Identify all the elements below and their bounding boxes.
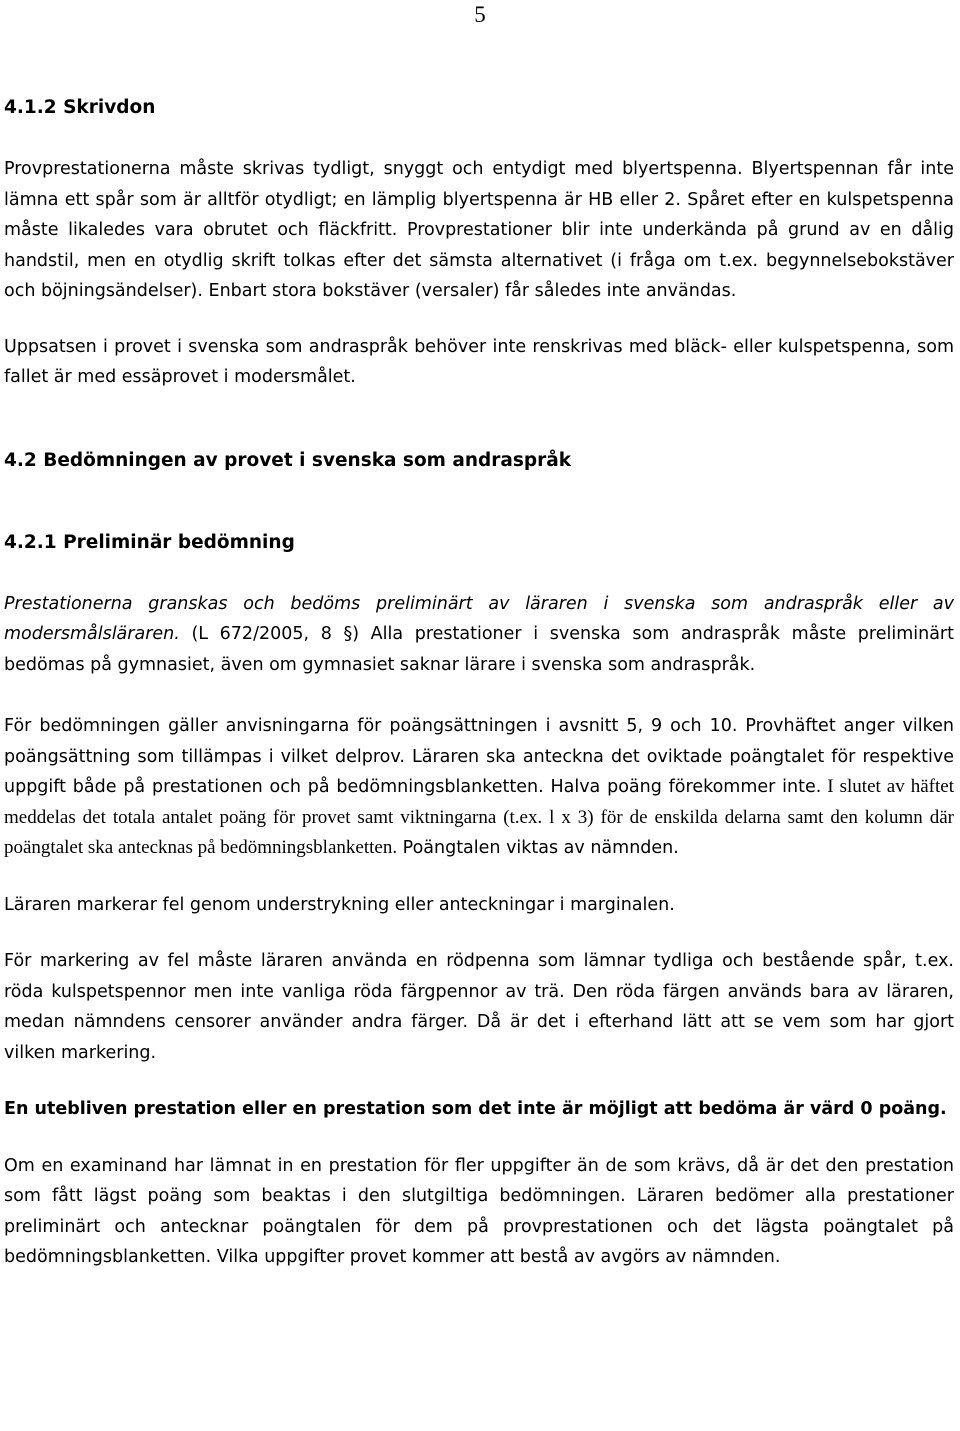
section-heading-4-2: 4.2 Bedömningen av provet i svenska som andraspråk xyxy=(4,449,572,471)
section-heading-4-2-1: 4.2.1 Preliminär bedömning xyxy=(4,531,295,553)
paragraph-extra-answers: Om en examinand har lämnat in en prestation för fler uppgifter än de som krävs, då är det den prestation som fått lägst poäng som beaktas i den slutgiltiga bedömningen. Läraren bedömer alla prestationer preliminärt och antecknar poängtalen för dem på provprestationen och det lägsta poängtalet på bedömningsblanketten. Vilka uppgifter provet kommer att bestå av avgörs av nämnden. xyxy=(4,1155,954,1267)
section-heading-4-1-2: 4.1.2 Skrivdon xyxy=(4,97,156,118)
paragraph-scoring-instructions xyxy=(4,711,954,864)
paragraph-preliminary-assessment xyxy=(4,589,954,681)
paragraph-zero-points: En utebliven prestation eller en prestation som det inte är möjligt att bedöma är värd 0 poäng. xyxy=(4,1099,947,1119)
paragraph-essay-note: Uppsatsen i provet i svenska som andraspråk behöver inte renskrivas med bläck- eller kulspetspenna, som fallet är med essäprovet i modersmålet. xyxy=(4,336,954,387)
paragraph-error-marking: Läraren markerar fel genom understrykning eller anteckningar i marginalen. xyxy=(4,894,675,915)
italic-lead-text: Prestationerna granskas och bedöms preliminärt av läraren i svenska som andraspråk eller av modersmålsläraren. xyxy=(4,593,954,644)
weighting-text: I slutet av häftet meddelas det totala antalet poäng för provet samt viktningarna (t.ex. l x 3) för de enskilda delarna samt den kolumn där poängtalet ska antecknas på bedömningsblanketten. xyxy=(4,776,954,858)
law-reference-text: (L 672/2005, 8 §) Alla prestationer i svenska som andraspråk måste preliminärt bedömas på gymnasiet, även om gymnasiet saknar lärare i svenska som andraspråk. xyxy=(4,624,954,675)
page-content xyxy=(4,93,954,1273)
paragraph-writing-tools: Provprestationerna måste skrivas tydligt, snyggt och entydigt med blyertspenna. Blyertspennan får inte lämna ett spår som är alltför otydligt; en lämplig blyertspenna är HB eller 2. Spåret efter en kulspetspenna måste likaledes vara obrutet och fläckfritt. Provprestationer blir inte underkända på grund av en dålig handstil, men en otydlig skrift tolkas efter det sämsta alternativet (i fråga om t.ex. begynnelsebokstäver och böjningsändelser). Enbart stora bokstäver (versaler) får således inte användas. xyxy=(4,159,954,301)
paragraph-red-pen: För markering av fel måste läraren använda en rödpenna som lämnar tydliga och bestående spår, t.ex. röda kulspetspennor men inte vanliga röda färgpennor av trä. Den röda färgen används bara av läraren, medan nämndens censorer använder andra färger. Då är det i efterhand lätt att se vem som har gjort vilken markering. xyxy=(4,951,954,1063)
page-number: 5 xyxy=(474,2,486,27)
scoring-text: För bedömningen gäller anvisningarna för poängsättningen i avsnitt 5, 9 och 10. Provhäftet anger vilken poängsättning som tillämpas i vilket delprov. Läraren ska anteckna det oviktade poängtalet för respektive uppgift både på prestationen och på bedömningsblanketten. Halva poäng förekommer inte. xyxy=(4,716,954,797)
weighting-board-text: Poängtalen viktas av nämnden. xyxy=(397,838,679,858)
